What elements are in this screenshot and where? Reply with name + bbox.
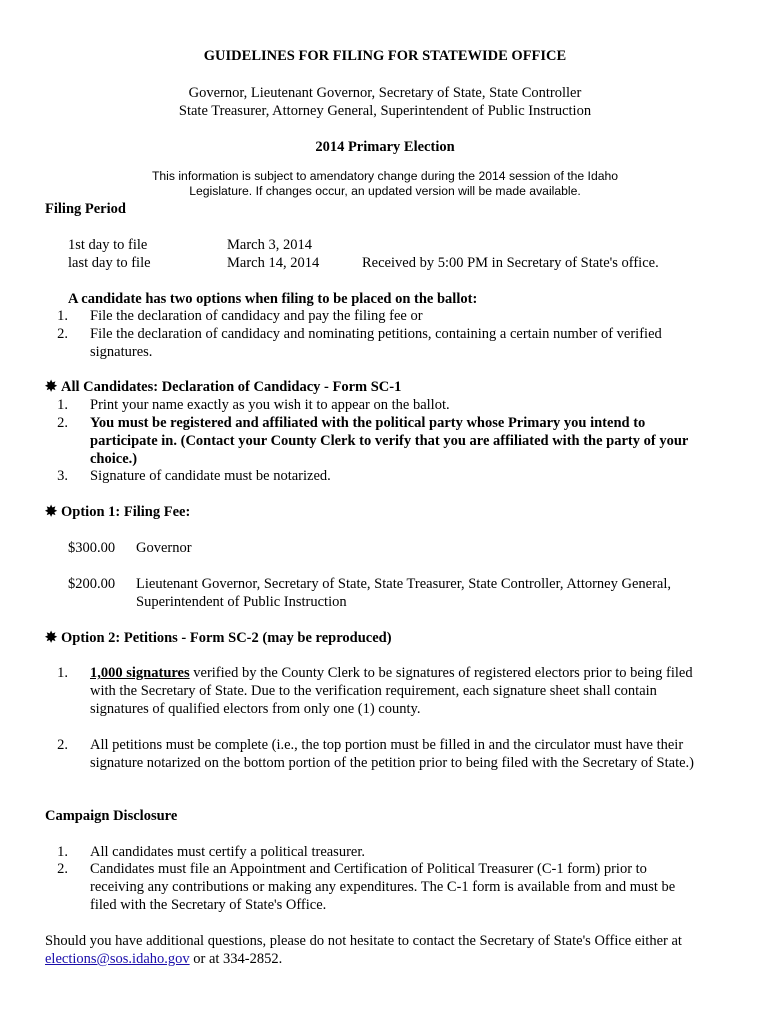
- asterisk-icon: ✸: [45, 630, 58, 646]
- offices-line-1: Governor, Lieutenant Governor, Secretary of State, State Controller: [188, 85, 582, 101]
- list-item-continuation: signatures of qualified electors from only one (1) county.: [90, 701, 421, 717]
- asterisk-icon: ✸: [45, 504, 58, 520]
- fee-office-continuation: Superintendent of Public Instruction: [136, 594, 347, 610]
- offices-line-2: State Treasurer, Attorney General, Superintendent of Public Instruction: [178, 103, 592, 119]
- last-day-date: March 14, 2014: [227, 255, 320, 271]
- closing-contact: elections@sos.idaho.gov or at 334-2852.: [45, 951, 283, 967]
- fee-office: Governor: [136, 540, 192, 556]
- option1-heading-row: ✸ Option 1: Filing Fee:: [45, 504, 191, 520]
- first-day-label: 1st day to file: [68, 237, 148, 253]
- option2-heading-row: ✸ Option 2: Petitions - Form SC-2 (may be reproduced): [45, 630, 392, 646]
- last-day-note: Received by 5:00 PM in Secretary of State's office.: [362, 255, 659, 271]
- list-item-continuation: with the Secretary of State. Due to the verification requirement, each signature sheet shall contain: [90, 683, 657, 699]
- signature-count: 1,000 signatures: [90, 665, 190, 681]
- list-item-continuation: signatures.: [90, 344, 153, 360]
- list-item-continuation: filed with the Secretary of State's Office.: [90, 897, 327, 913]
- fee-amount: $300.00: [68, 540, 116, 556]
- list-item-continuation: receiving any contributions or making any expenditures. The C-1 form is available from and must be: [90, 879, 676, 895]
- document-title: GUIDELINES FOR FILING FOR STATEWIDE OFFICE: [203, 48, 567, 64]
- asterisk-icon: ✸: [45, 379, 58, 395]
- election-title: 2014 Primary Election: [315, 139, 455, 155]
- notice-line-2: Legislature. If changes occur, an updated version will be made available.: [189, 184, 581, 198]
- fee-amount: $200.00: [68, 576, 116, 592]
- list-item-continuation: choice.): [90, 451, 138, 467]
- list-item-continuation: signature notarized on the bottom portion of the petition prior to being filed with the Secretary of State.): [90, 755, 695, 771]
- filing-period-heading: Filing Period: [45, 201, 126, 217]
- first-day-date: March 3, 2014: [227, 237, 312, 253]
- fee-office: Lieutenant Governor, Secretary of State, State Treasurer, State Controller, Attorney General,: [136, 576, 671, 592]
- declaration-heading-row: ✸ All Candidates: Declaration of Candidacy - Form SC-1: [45, 379, 402, 395]
- notice-line-1: This information is subject to amendatory change during the 2014 session of the Idaho: [151, 169, 619, 183]
- document-page: GUIDELINES FOR FILING FOR STATEWIDE OFFICE Governor, Lieutenant Governor, Secretary of State, State Controller State Treasurer, Attorney General, Superintendent of Public Instruction 2014 Primary Election This information is subject to amendatory change during the 2014 session of the Idaho Legislature. If changes occur, an updated version will be made available. Filing Period 1st day to file March 3, 2014 last day to file March 14, 2014 Received by 5:00 PM in Secretary of State's office. A candidate has two options when filing to be placed on the ballot: 1. File the declaration of candidacy and pay the filing fee or 2. File the declaration of candidacy and nominating petitions, containing a certain number of verified signatures. ✸ All Candidates: Declaration of Candidacy - Form SC-1 1. Print your name exactly as you wish it to appear on the ballot. 2. You must be registered and affiliated with the political party whose Primary you intend to participate in. (Contact your County Clerk to verify that you are affiliated with the party of your choice.) 3. Signature of candidate must be notarized. ✸ Option 1: Filing Fee: $300.00 Governor $200.00 Lieutenant Governor, Secretary of State, State Treasurer, State Controller, Attorney General, Superintendent of Public Instruction ✸ Option 2: Petitions - Form SC-2 (may be reproduced) 1. 1,000 signatures verified by the County Clerk to be signatures of registered electors prior to being filed with the Secretary of State. Due to the verification requirement, each signature sheet shall contain signatures of qualified electors from only one (1) county. 2. All petitions must be complete (i.e., the top portion must be filled in and the circulator must have their signature notarized on the bottom portion of the petition prior to being filed with the Secretary of State.) Campaign Disclosure 1. All candidates must certify a political treasurer. 2. Candidates must file an Appointment and Certification of Political Treasurer (C-1 form) prior to receiving any contributions or making any expenditures. The C-1 form is available from and must be filed with the Secretary of State's Office. Should you have additional questions, please do not hesitate to contact the Secretary of State's Office either at elections@sos.idaho.gov or at 334-2852.: [0, 0, 770, 1024]
- last-day-label: last day to file: [68, 255, 151, 271]
- closing-line: Should you have additional questions, please do not hesitate to contact the Secretary of State's Office either at: [45, 933, 682, 949]
- list-item-continuation: participate in. (Contact your County Clerk to verify that you are affiliated with the party of your: [90, 433, 689, 449]
- disclosure-heading: Campaign Disclosure: [45, 808, 178, 824]
- email-link[interactable]: elections@sos.idaho.gov: [45, 951, 190, 967]
- options-heading: A candidate has two options when filing to be placed on the ballot:: [68, 291, 478, 307]
